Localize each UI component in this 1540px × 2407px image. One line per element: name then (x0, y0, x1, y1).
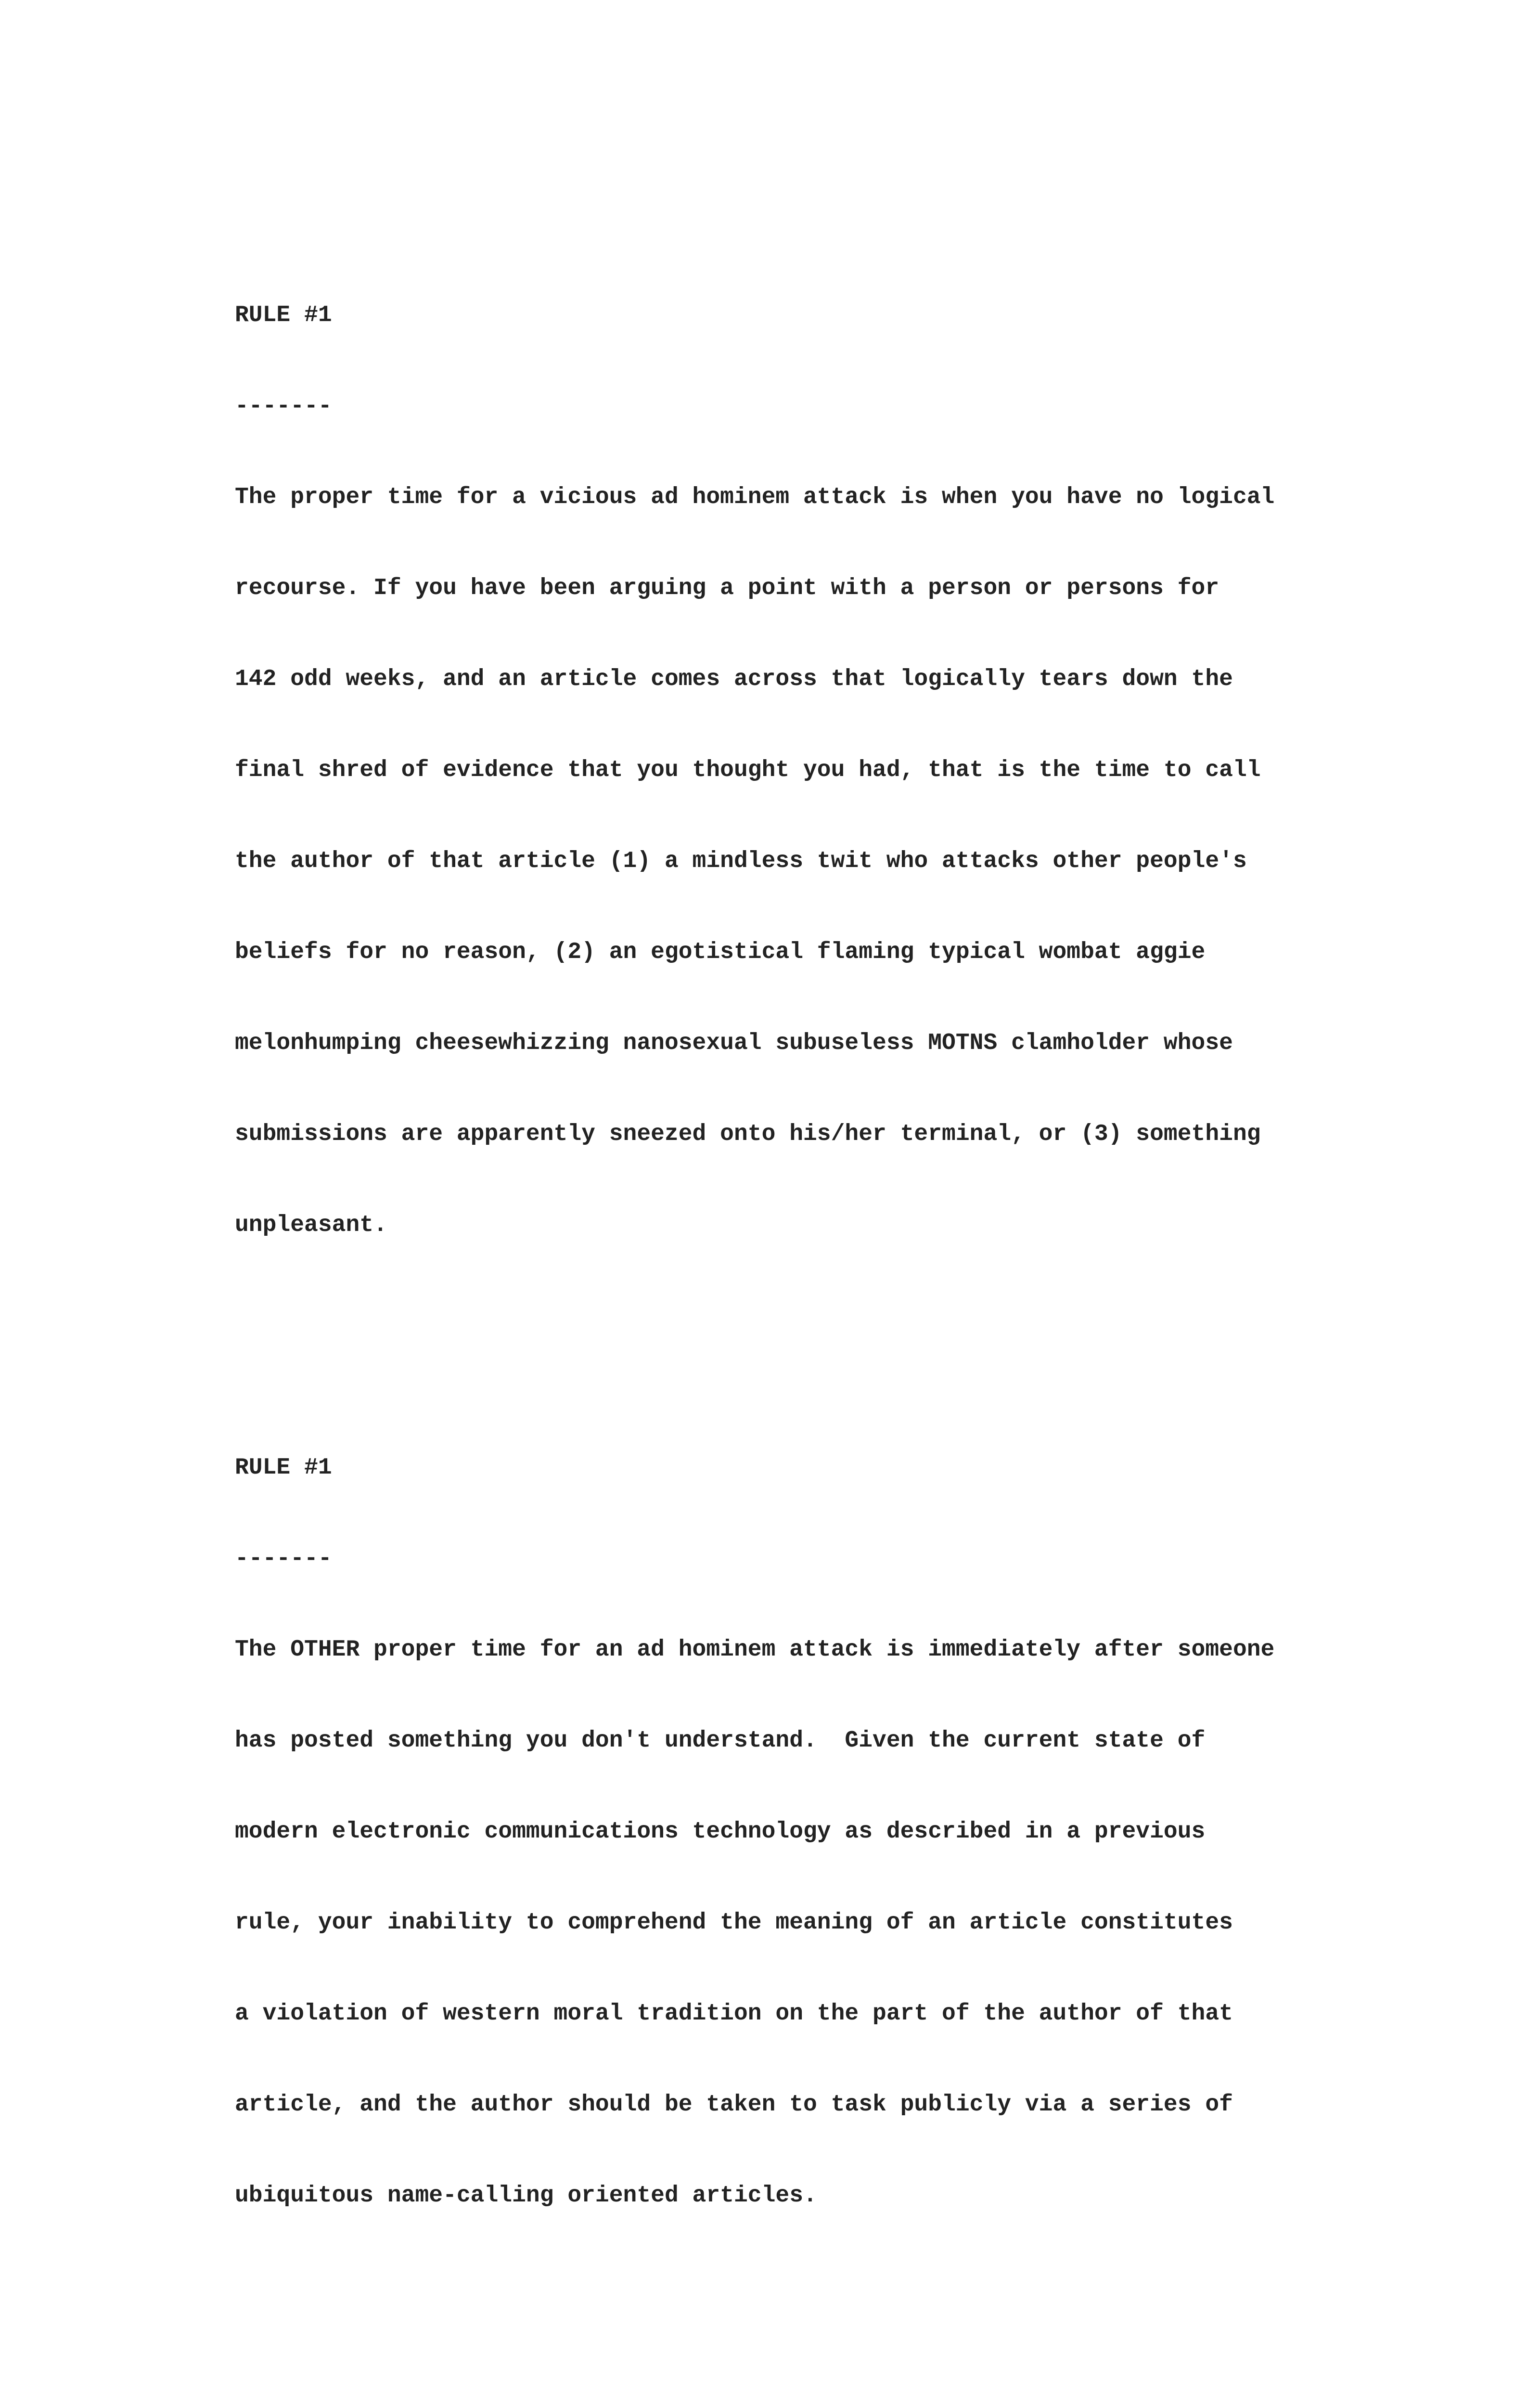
paragraph-line: 142 odd weeks, and an article comes across that logically tears down the (235, 666, 1233, 692)
blank-line (235, 1301, 1486, 1332)
paragraph-line: article, and the author should be taken to task publicly via a series of (235, 2092, 1233, 2118)
paragraph-line: rule, your inability to comprehend the meaning of an article constitutes (235, 1910, 1233, 1936)
blank-line (235, 2272, 1486, 2302)
paragraph-line: the author of that article (1) a mindless twit who attacks other people's (235, 848, 1247, 874)
paragraph-line: a violation of western moral tradition on the part of the author of that (235, 2001, 1233, 2027)
paragraph-line: The OTHER proper time for an ad hominem attack is immediately after someone (235, 1637, 1275, 1663)
paragraph-line: ubiquitous name-calling oriented articles. (235, 2183, 817, 2209)
paragraph-line: beliefs for no reason, (2) an egotistical flaming typical wombat aggie (235, 939, 1206, 965)
paragraph-line: final shred of evidence that you thought you had, that is the time to call (235, 757, 1261, 783)
rule-underline: ------- (235, 393, 332, 419)
paragraph-line: submissions are apparently sneezed onto his/her terminal, or (3) something (235, 1121, 1261, 1147)
paragraph-line: has posted something you don't understand. Given the current state of (235, 1728, 1206, 1754)
rule-heading: RULE #1 (235, 302, 332, 328)
paragraph-line: The proper time for a vicious ad hominem attack is when you have no logical (235, 484, 1275, 510)
paragraph-line: unpleasant. (235, 1212, 387, 1238)
paragraph-line: melonhumping cheesewhizzing nanosexual subuseless MOTNS clamholder whose (235, 1030, 1233, 1056)
rule-underline: ------- (235, 1546, 332, 1572)
paragraph-line: recourse. If you have been arguing a point with a person or persons for (235, 575, 1219, 601)
paragraph-line: modern electronic communications technology as described in a previous (235, 1819, 1206, 1845)
document-text (235, 179, 1486, 2407)
rule-heading: RULE #1 (235, 1455, 332, 1481)
